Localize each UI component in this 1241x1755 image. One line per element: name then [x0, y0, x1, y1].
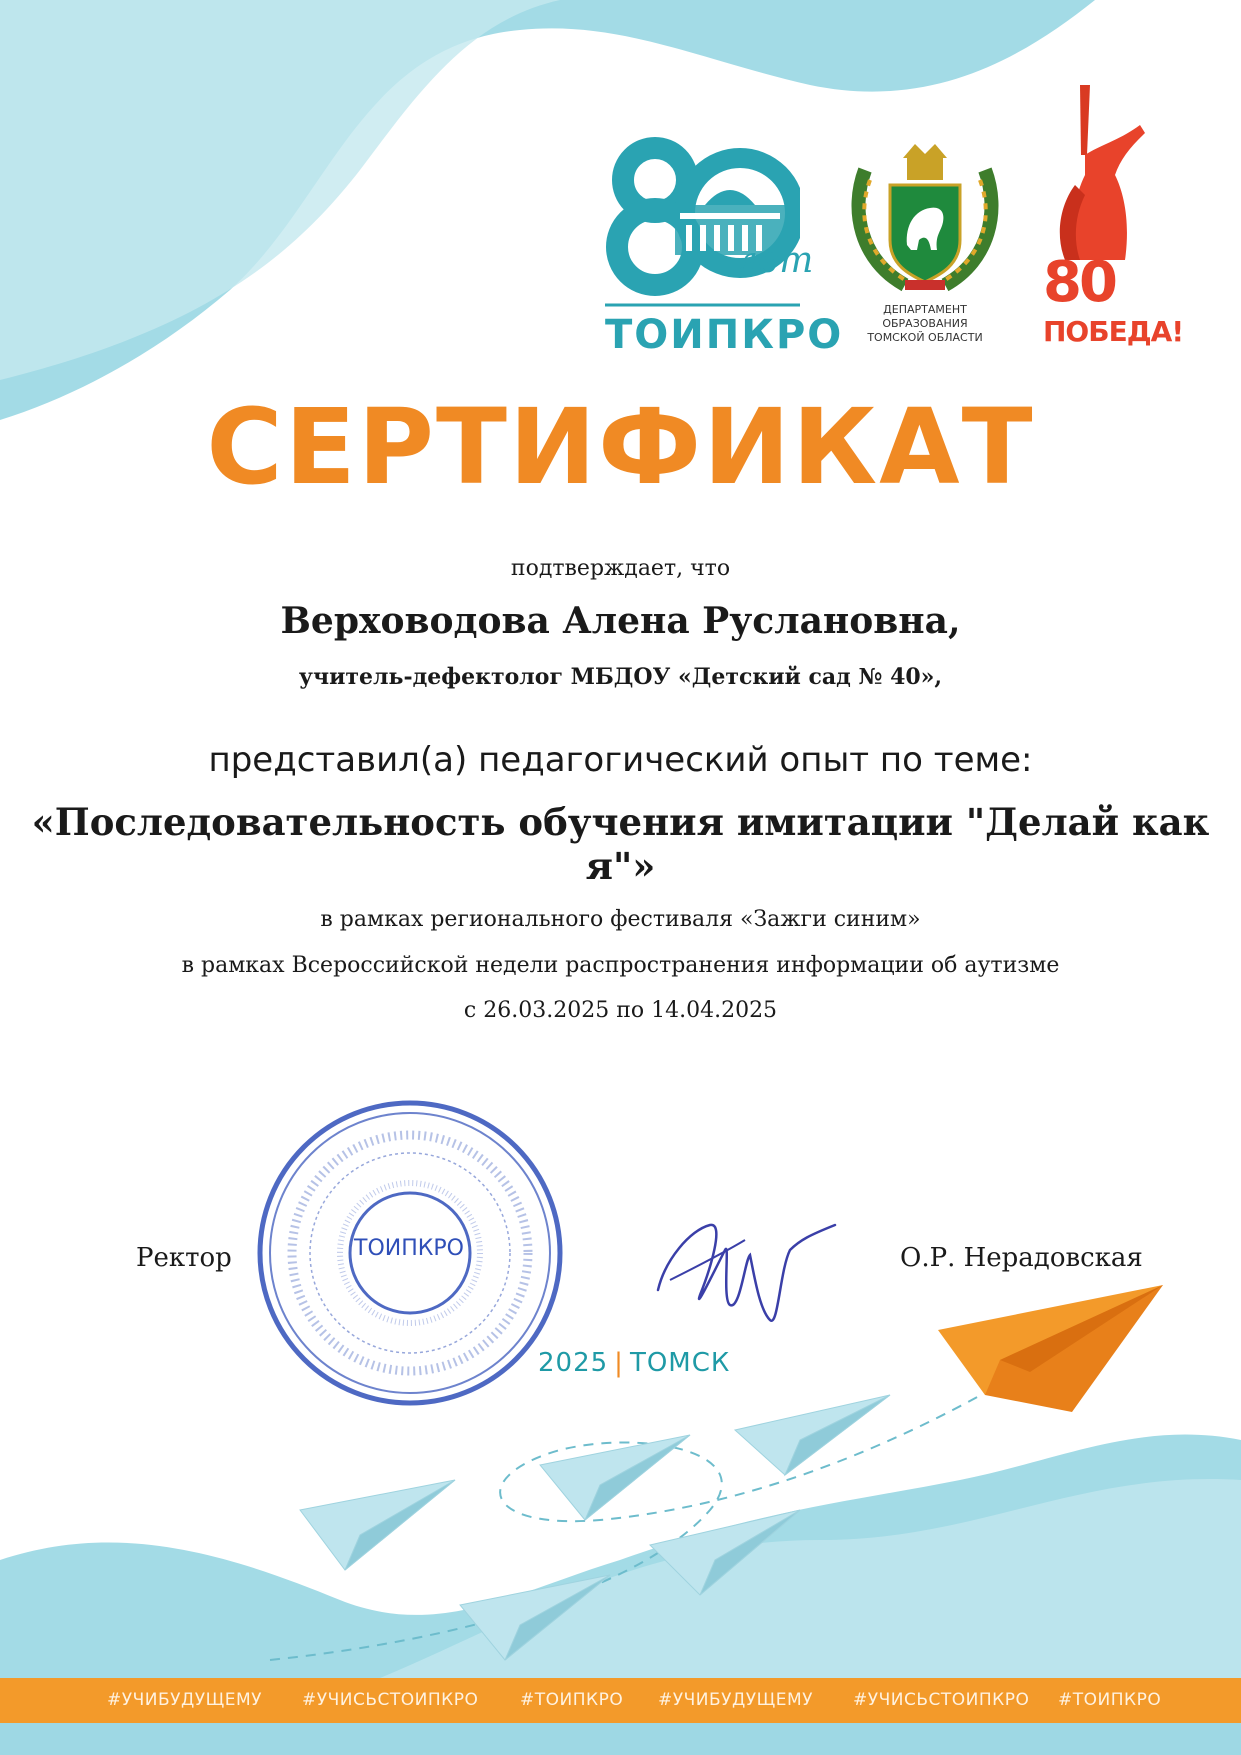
week-context: в рамках Всероссийской недели распространения информации об аутизме [181, 953, 1060, 978]
logo-toipkro-name: ТОИПКРО [605, 312, 844, 358]
confirms-text: подтверждает, что [510, 556, 731, 581]
city-text: ТОМСК [629, 1348, 731, 1378]
logo-years-word: лет [735, 240, 814, 281]
victory-number: 80 [1043, 250, 1115, 315]
certificate-title: СЕРТИФИКАТ [206, 386, 1035, 508]
hashtag: #УЧИСЬСТОИПКРО [853, 1690, 1030, 1710]
presented-text: представил(а) педагогический опыт по теме: [208, 740, 1033, 780]
footer-bottom-strip [0, 1723, 1241, 1755]
topic-title: «Последовательность обучения имитации "Делай как я"» [31, 800, 1210, 888]
hashtag: #УЧИСЬСТОИПКРО [302, 1690, 479, 1710]
recipient-name: Верховодова Алена Руслановна, [280, 600, 961, 642]
crest-caption: ДЕПАРТАМЕНТ ОБРАЗОВАНИЯ ТОМСКОЙ ОБЛАСТИ [867, 303, 983, 344]
toipkro-80-emblem-icon [600, 135, 800, 315]
tomsk-region-crest-icon [845, 140, 1005, 295]
hashtag: #УЧИБУДУЩЕМУ [107, 1690, 262, 1710]
recipient-position: учитель-дефектолог МБДОУ «Детский сад № 40», [298, 664, 943, 690]
date-range: с 26.03.2025 по 14.04.2025 [463, 998, 778, 1023]
year-city [538, 1348, 730, 1378]
separator: | [614, 1348, 624, 1378]
motherland-monument-icon [1045, 85, 1170, 260]
orange-paper-plane-icon [938, 1285, 1163, 1412]
hashtag: #ТОИПКРО [1058, 1690, 1162, 1710]
hashtag: #УЧИБУДУЩЕМУ [658, 1690, 813, 1710]
rector-name: О.Р. Нерадовская [900, 1243, 1143, 1273]
year-text: 2025 [538, 1348, 609, 1378]
festival-context: в рамках регионального фестиваля «Зажги синим» [320, 907, 921, 932]
hashtag: #ТОИПКРО [520, 1690, 624, 1710]
victory-word: ПОБЕДА! [1043, 315, 1184, 348]
rector-label: Ректор [136, 1243, 232, 1273]
signature-icon [650, 1210, 840, 1335]
stamp-center-text: ТОИПКРО [354, 1236, 464, 1261]
